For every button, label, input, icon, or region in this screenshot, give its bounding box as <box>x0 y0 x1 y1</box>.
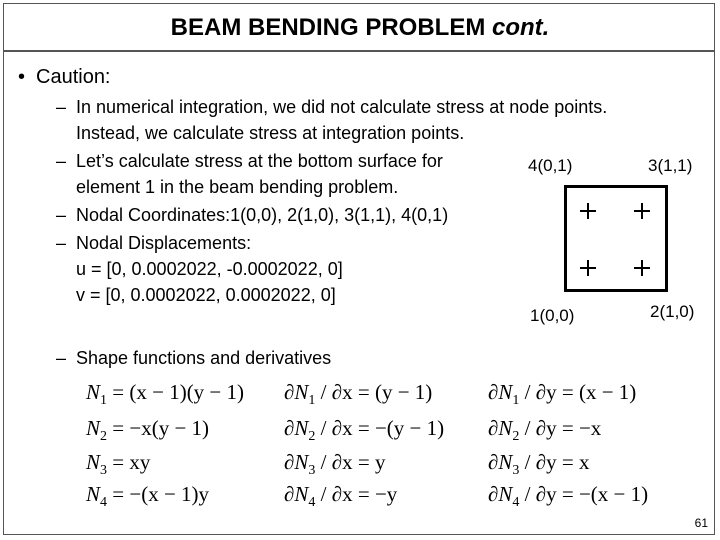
dn3-dy: $\partial N_3 / \partial y = x$ <box>488 450 590 479</box>
title-divider <box>3 50 715 52</box>
shape-function-n4: $N_4 = -(x - 1)y$ <box>86 482 210 511</box>
dn1-dx: $\partial N_1 / \partial x = (y - 1)$ <box>284 380 433 409</box>
title-main: BEAM BENDING PROBLEM <box>170 14 486 41</box>
shape-function-n2: $N_2 = -x(y - 1)$ <box>86 416 210 445</box>
subitem-line: Let’s calculate stress at the bottom surface for <box>76 151 443 171</box>
subitem-line: In numerical integration, we did not calculate stress at node points. <box>76 97 608 117</box>
bullet-caution <box>18 66 111 89</box>
subitem-line: Nodal Coordinates:1(0,0), 2(1,0), 3(1,1), 4(0,1) <box>76 205 449 225</box>
integration-point <box>634 260 650 276</box>
integration-point <box>634 203 650 219</box>
subitem-shape-functions <box>56 345 331 371</box>
title-suffix: cont. <box>492 14 550 41</box>
subitem-integration <box>56 94 607 146</box>
dn2-dy: $\partial N_2 / \partial y = -x$ <box>488 416 602 445</box>
integration-point <box>580 260 596 276</box>
dash-marker: – <box>56 97 67 117</box>
shape-function-n3: $N_3$ = xy <box>86 450 151 479</box>
node-1-label: 1(0,0) <box>530 306 575 325</box>
dn3-dx: $\partial N_3 / \partial x = y$ <box>284 450 386 479</box>
page-number: 61 <box>694 516 708 530</box>
subitem-line: Instead, we calculate stress at integration points. <box>76 123 465 143</box>
dash-marker: – <box>56 151 67 171</box>
subitem-bottom-surface <box>56 148 443 200</box>
dash-marker: – <box>56 348 67 368</box>
displacement-v: v = [0, 0.0002022, 0.0002022, 0] <box>76 285 336 305</box>
node-3-label: 3(1,1) <box>648 156 693 175</box>
subitem-nodal-displacements <box>56 230 343 308</box>
dn2-dx: $\partial N_2 / \partial x = -(y - 1)$ <box>284 416 445 445</box>
dash-marker: – <box>56 233 67 253</box>
dn4-dx: $\partial N_4 / \partial x = -y$ <box>284 482 398 511</box>
subitem-line: element 1 in the beam bending problem. <box>76 177 399 197</box>
bullet-text: Caution: <box>36 66 111 88</box>
dash-marker: – <box>56 205 67 225</box>
subitem-nodal-coordinates <box>56 202 448 228</box>
node-4-label: 4(0,1) <box>528 156 573 175</box>
bullet-dot: • <box>18 66 26 88</box>
node-2-label: 2(1,0) <box>650 302 695 321</box>
dn4-dy: $\partial N_4 / \partial y = -(x - 1)$ <box>488 482 649 511</box>
shape-function-n1: $N_1 = (x - 1)(y - 1)$ <box>86 380 245 409</box>
subitem-line: Shape functions and derivatives <box>76 348 332 368</box>
subitem-line: Nodal Displacements: <box>76 233 252 253</box>
displacement-u: u = [0, 0.0002022, -0.0002022, 0] <box>76 259 343 279</box>
dn1-dy: $\partial N_1 / \partial y = (x - 1)$ <box>488 380 637 409</box>
integration-point <box>580 203 596 219</box>
slide-title <box>0 14 720 42</box>
